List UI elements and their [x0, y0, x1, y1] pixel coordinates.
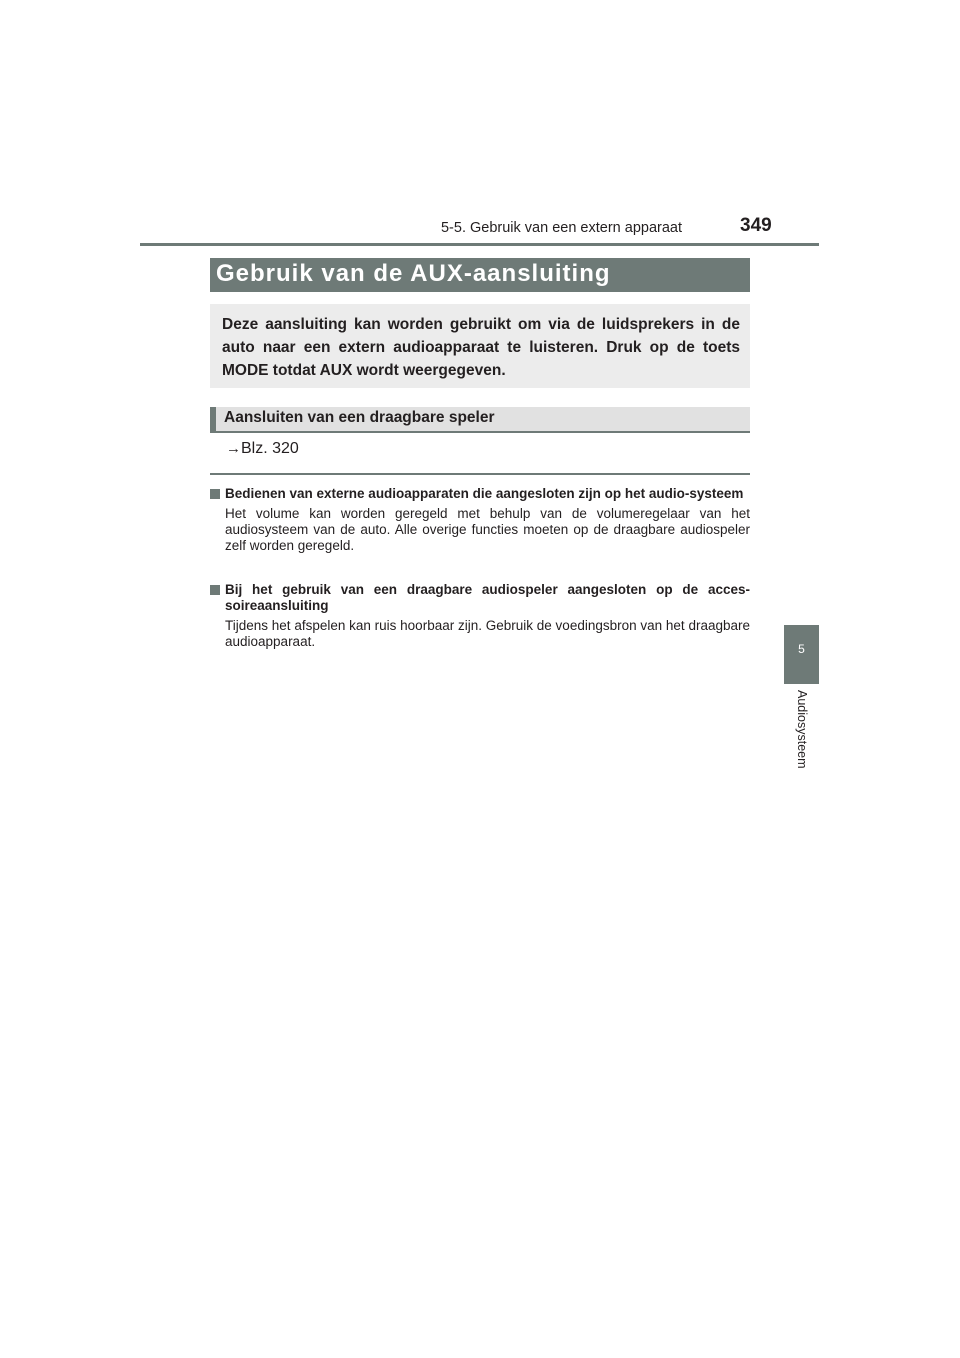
note-item [210, 582, 750, 650]
subsection-marker [210, 407, 216, 431]
square-bullet-icon [210, 489, 220, 499]
note-body: Het volume kan worden geregeld met behulp van de volumeregelaar van het audiosysteem van de auto. Alle overige functies moeten op de draagbare audiospeler zelf worden geregeld. [225, 506, 750, 553]
note-body: Tijdens het afspelen kan ruis hoorbaar zijn. Gebruik de voedingsbron van het draagbare audioapparaat. [225, 618, 750, 649]
note-heading [210, 486, 750, 502]
arrow-right-icon: → [226, 440, 241, 457]
header-divider [140, 243, 819, 246]
page-title: Gebruik van de AUX-aansluiting [216, 260, 611, 287]
note-heading-text: Bedienen van externe audioapparaten die aangesloten zijn op het audio-systeem [225, 486, 744, 501]
page-title-bar [210, 258, 750, 292]
page-reference-text: Blz. 320 [241, 440, 299, 457]
chapter-number: 5 [798, 642, 805, 656]
chapter-label: Audiosysteem [795, 690, 809, 769]
page-reference[interactable] [226, 440, 299, 458]
intro-box [210, 304, 750, 388]
note-item [210, 486, 750, 554]
intro-text: Deze aansluiting kan worden gebruikt om via de luidsprekers in de auto naar een extern audioapparaat te luisteren. Druk op de toets MODE totdat AUX wordt weergegeven. [222, 316, 740, 379]
subsection-heading-bar [210, 407, 750, 433]
header-section-title: 5-5. Gebruik van een extern apparaat [440, 220, 682, 236]
subsection-heading: Aansluiten van een draagbare speler [224, 409, 495, 426]
note-heading-text: Bij het gebruik van een draagbare audiospeler aangesloten op de acces-soireaansluiting [225, 582, 750, 613]
square-bullet-icon [210, 585, 220, 595]
page-number: 349 [740, 215, 772, 236]
note-heading [210, 582, 750, 614]
section-divider [210, 473, 750, 475]
